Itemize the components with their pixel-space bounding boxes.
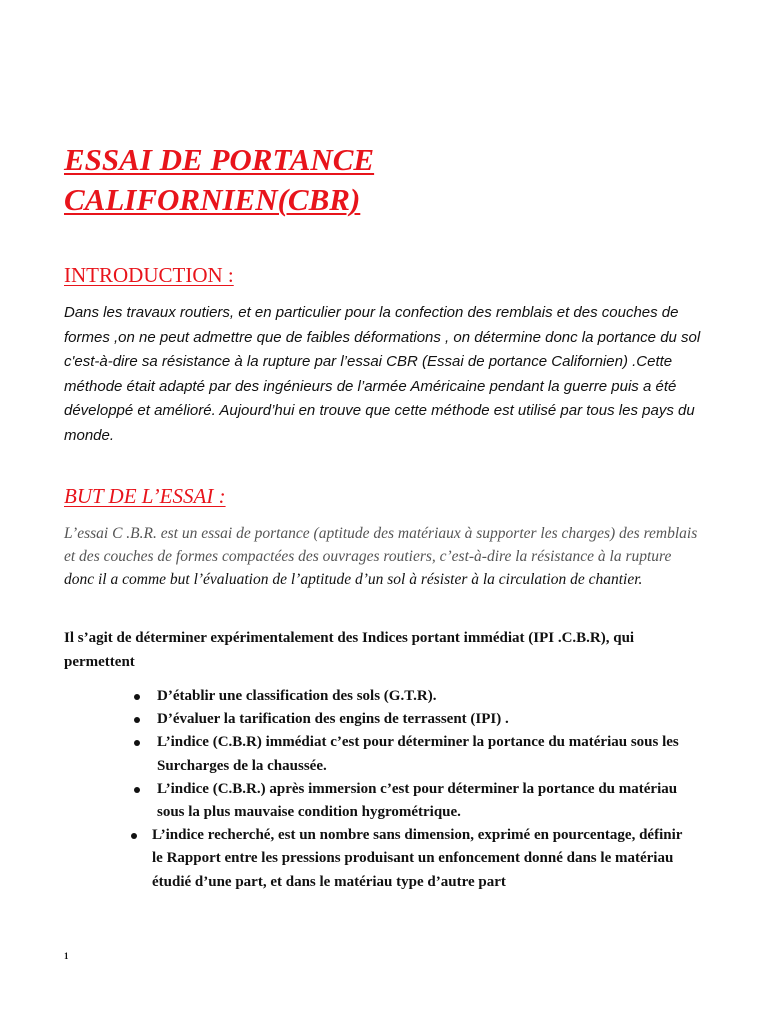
but-paragraph — [64, 522, 704, 592]
bullet-icon — [134, 694, 140, 700]
but-paragraph-part-1: L’essai C .B.R. est un essai de portance (aptitude des matériaux à supporter les charges) des remblais et des couches de formes compactées des ouvrages routiers, c’est-à-dire la résistance à la rupture — [64, 525, 698, 566]
list-item — [0, 731, 768, 777]
list-item — [0, 685, 768, 708]
but-paragraph-part-2: donc il a comme but l’évaluation de l’aptitude d’un sol à résister à la circulation de chantier. — [64, 571, 643, 589]
list-item — [0, 708, 768, 731]
list-item-text: D’évaluer la tarification des engins de terrassent (IPI) . — [157, 711, 509, 728]
list-item-text: L’indice (C.B.R) immédiat c’est pour déterminer la portance du matériau sous les Surcharges de la chaussée. — [157, 734, 679, 774]
title-line-2: CALIFORNIEN(CBR) — [64, 182, 361, 217]
list-item-text: L’indice (C.B.R.) après immersion c’est pour déterminer la portance du matériau sous la plus mauvaise condition hygrométrique. — [157, 780, 678, 821]
introduction-heading: INTRODUCTION : — [64, 263, 234, 287]
document-title — [64, 140, 374, 220]
bullet-icon — [134, 740, 140, 746]
bullet-list — [0, 685, 768, 894]
list-item-text: D’établir une classification des sols (G.T.R). — [157, 688, 437, 704]
bullet-icon — [134, 787, 140, 793]
page-number: 1 — [64, 951, 69, 961]
title-line-1: ESSAI DE PORTANCE — [64, 142, 375, 177]
bullet-icon — [134, 717, 140, 723]
introduction-paragraph: Dans les travaux routiers, et en particulier pour la confection des remblais et des couches de formes ,on ne peut admettre que de faibles déformations , on détermine donc la portance du sol c'est-à-dire sa résistance à la rupture par l’essai CBR (Essai de portance Californien) .Cette méthode était adapté par des ingénieurs de l’armée Américaine pendant la guerre puis a été développé et amélioré. Aujourd’hui en trouve que cette méthode est utilisé par tous les pays du monde. — [64, 304, 701, 444]
list-item-text: L’indice recherché, est un nombre sans dimension, exprimé en pourcentage, définir le Rapport entre les pressions produisant un enfoncement donné dans le matériau étudié d’une part, et dans le matériau type d’autre part — [152, 827, 683, 890]
indices-paragraph: Il s’agit de déterminer expérimentalement des Indices portant immédiat (IPI .C.B.R), qui permettent — [64, 630, 635, 670]
bullet-icon — [131, 833, 137, 839]
list-item — [0, 778, 768, 824]
but-heading: BUT DE L’ESSAI : — [64, 484, 226, 508]
list-item — [0, 824, 768, 894]
